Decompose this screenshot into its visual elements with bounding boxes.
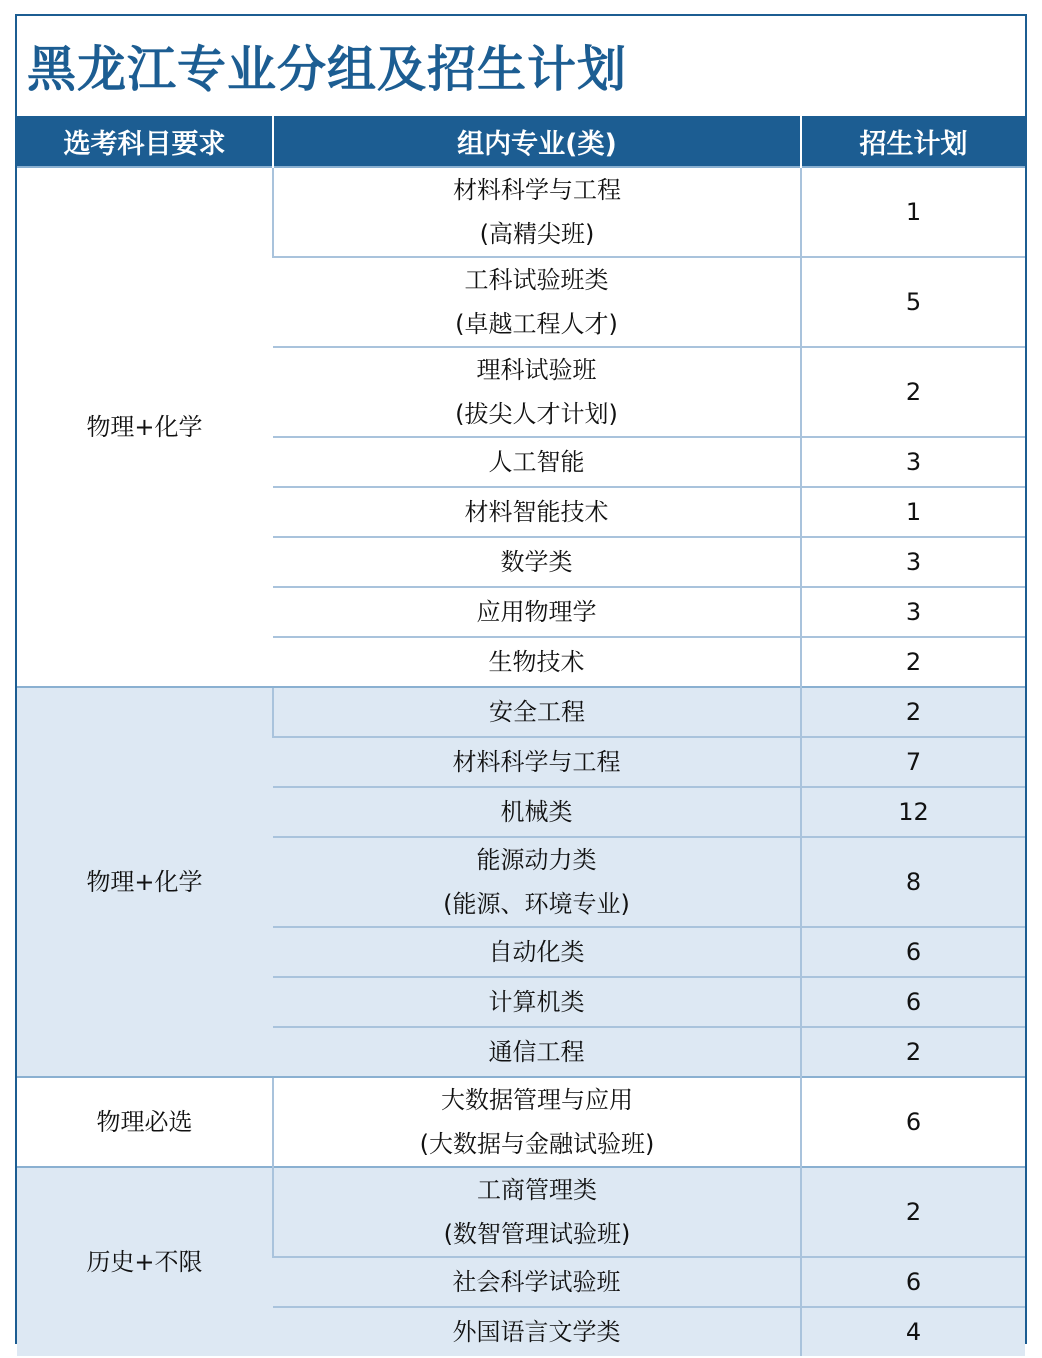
plan-cell: 6 [801,927,1025,977]
major-line: (数智管理试验班) [443,1220,631,1248]
major-line: 应用物理学 [476,598,597,626]
major-line: 外国语言文学类 [452,1318,621,1346]
major-line: (卓越工程人才) [455,310,618,338]
major-line: (能源、环境专业) [443,890,630,918]
major-cell [273,837,801,927]
major-line: 人工智能 [488,448,585,476]
header-row [17,116,1025,167]
header-subject: 选考科目要求 [17,116,273,167]
major-line: (拔尖人才计划) [455,400,618,428]
major-cell [273,977,801,1027]
subject-cell: 物理+化学 [17,167,273,687]
table-body [17,167,1025,1356]
major-cell [273,737,801,787]
major-cell [273,347,801,437]
major-line: 通信工程 [488,1038,585,1066]
plan-cell: 8 [801,837,1025,927]
major-cell [273,437,801,487]
plan-cell: 1 [801,487,1025,537]
major-cell [273,257,801,347]
header-plan: 招生计划 [801,116,1025,167]
plan-cell: 4 [801,1307,1025,1356]
major-cell [273,167,801,257]
major-line: 材料科学与工程 [453,176,621,204]
plan-cell: 3 [801,537,1025,587]
major-line: 材料科学与工程 [452,748,621,776]
major-line: 工科试验班类 [464,266,609,294]
major-cell [273,787,801,837]
plan-cell: 3 [801,437,1025,487]
major-cell [273,637,801,687]
plan-cell: 6 [801,1257,1025,1307]
major-cell [273,537,801,587]
major-cell [273,1077,801,1167]
major-line: 能源动力类 [476,846,597,874]
plan-cell: 12 [801,787,1025,837]
plan-cell: 2 [801,687,1025,737]
major-cell [273,687,801,737]
major-line: (高精尖班) [479,220,595,248]
major-cell [273,1027,801,1077]
major-line: 机械类 [500,798,573,826]
table-row [17,1077,1025,1167]
major-line: 生物技术 [488,648,585,676]
header-major: 组内专业(类) [273,116,801,167]
plan-cell: 3 [801,587,1025,637]
page-title: 黑龙江专业分组及招生计划 [27,41,628,98]
table-row [17,167,1025,257]
major-line: 工商管理类 [477,1176,597,1204]
major-line: (大数据与金融试验班) [419,1130,655,1158]
major-line: 社会科学试验班 [452,1268,621,1296]
plan-cell: 1 [801,167,1025,257]
major-line: 材料智能技术 [464,498,609,526]
major-line: 理科试验班 [476,356,597,384]
major-cell [273,1257,801,1307]
subject-cell: 物理+化学 [17,687,273,1077]
plan-cell: 7 [801,737,1025,787]
enrollment-table [17,116,1025,1356]
plan-cell: 2 [801,1027,1025,1077]
major-line: 计算机类 [488,988,585,1016]
major-line: 自动化类 [488,938,585,966]
plan-cell: 2 [801,347,1025,437]
plan-cell: 5 [801,257,1025,347]
plan-cell: 2 [801,1167,1025,1257]
major-cell [273,927,801,977]
subject-cell: 历史+不限 [17,1167,273,1356]
table-row [17,1167,1025,1257]
plan-cell: 6 [801,1077,1025,1167]
major-line: 大数据管理与应用 [441,1086,633,1114]
major-line: 安全工程 [489,698,585,726]
plan-cell: 6 [801,977,1025,1027]
table-frame [15,14,1027,1344]
subject-cell: 物理必选 [17,1077,273,1167]
major-cell [273,587,801,637]
table-row [17,687,1025,737]
major-line: 数学类 [500,548,573,576]
major-cell [273,1167,801,1257]
major-cell [273,487,801,537]
plan-cell: 2 [801,637,1025,687]
major-cell [273,1307,801,1356]
